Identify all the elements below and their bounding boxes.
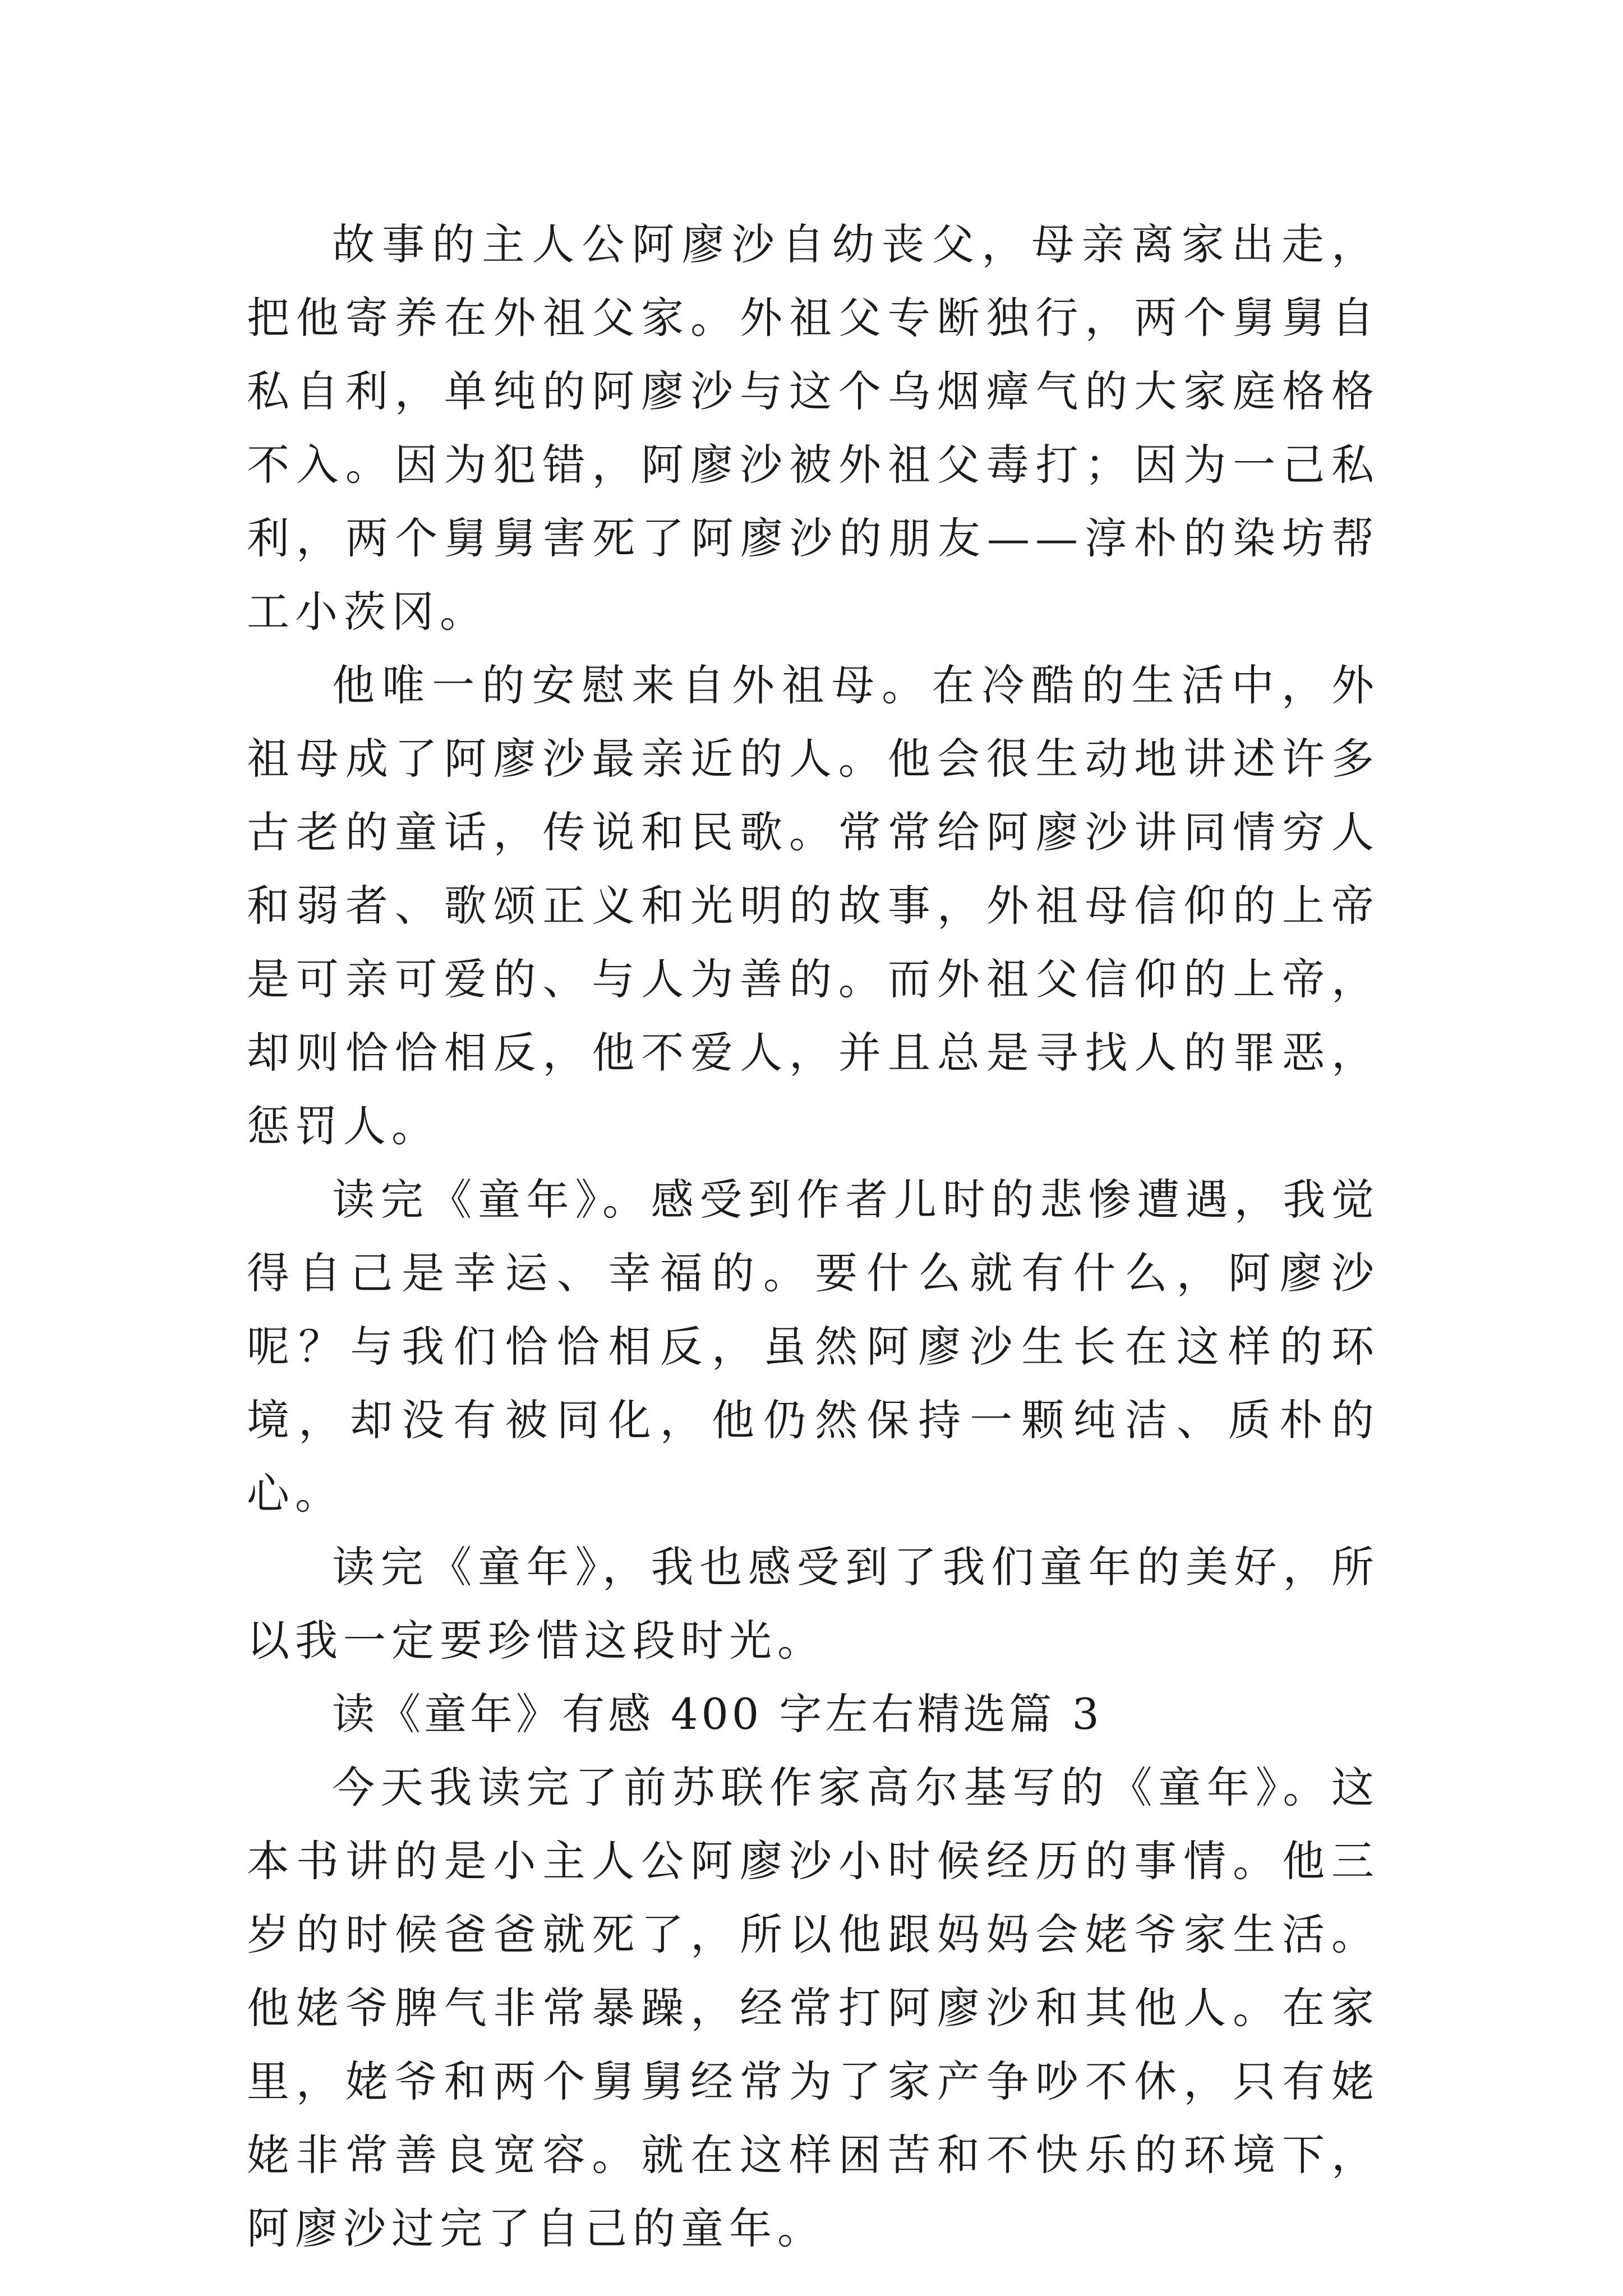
paragraph-4: 读完《童年》，我也感受到了我们童年的美好，所以我一定要珍惜这段时光。 [247, 1542, 1380, 1665]
paragraph-1: 故事的主人公阿廖沙自幼丧父，母亲离家出走，把他寄养在外祖父家。外祖父专断独行，两个舅舅自私自利，单纯的阿廖沙与这个乌烟瘴气的大家庭格格不入。因为犯错，阿廖沙被外祖父毒打；因为一己私利，两个舅舅害死了阿廖沙的朋友——淳朴的染坊帮工小茨冈。 [247, 219, 1380, 637]
document-body [247, 208, 1380, 2265]
section-heading: 读《童年》有感 400 字左右精选篇 3 [332, 1689, 1103, 1739]
paragraph-3: 读完《童年》。感受到作者儿时的悲惨遭遇，我觉得自己是幸运、幸福的。要什么就有什么，阿廖沙呢？与我们恰恰相反，虽然阿廖沙生长在这样的环境，却没有被同化，他仍然保持一颗纯洁、质朴的心。 [247, 1175, 1380, 1519]
paragraph-2: 他唯一的安慰来自外祖母。在冷酷的生活中，外祖母成了阿廖沙最亲近的人。他会很生动地讲述许多古老的童话，传说和民歌。常常给阿廖沙讲同情穷人和弱者、歌颂正义和光明的故事，外祖母信仰的上帝是可亲可爱的、与人为善的。而外祖父信仰的上帝，却则恰恰相反，他不爱人，并且总是寻找人的罪恶，惩罚人。 [247, 660, 1380, 1151]
paragraph-5: 今天我读完了前苏联作家高尔基写的《童年》。这本书讲的是小主人公阿廖沙小时候经历的事情。他三岁的时候爸爸就死了，所以他跟妈妈会姥爷家生活。他姥爷脾气非常暴躁，经常打阿廖沙和其他人。在家里，姥爷和两个舅舅经常为了家产争吵不休，只有姥姥非常善良宽容。就在这样困苦和不快乐的环境下，阿廖沙过完了自己的童年。 [247, 1763, 1380, 2253]
